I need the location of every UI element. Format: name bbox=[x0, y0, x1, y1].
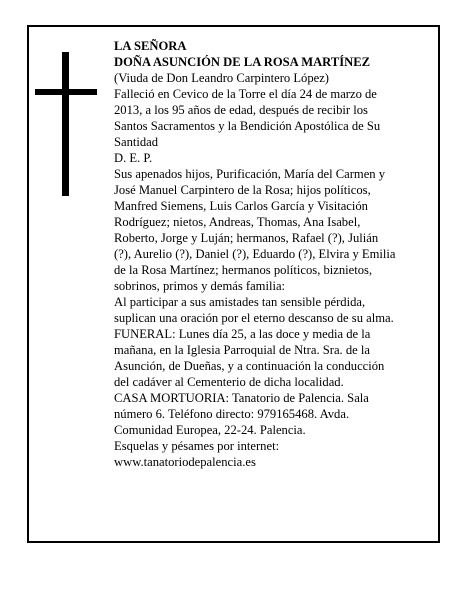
mortuary-line: número 6. Teléfono directo: 979165468. Avda. bbox=[114, 407, 350, 421]
obituary-text bbox=[114, 38, 414, 470]
death-line: Falleció en Cevico de la Torre el día 24 de marzo de bbox=[114, 87, 377, 101]
death-line: 2013, a los 95 años de edad, después de recibir los bbox=[114, 103, 368, 117]
prayer-line: Al participar a sus amistades tan sensible pérdida, bbox=[114, 295, 366, 309]
heading-title: LA SEÑORA bbox=[114, 39, 187, 53]
death-line: Santidad bbox=[114, 135, 159, 149]
cross-icon bbox=[35, 52, 97, 196]
mortuary-line: CASA MORTUORIA: Tanatorio de Palencia. Sala bbox=[114, 391, 369, 405]
mortuary-line: Comunidad Europea, 22-24. Palencia. bbox=[114, 423, 306, 437]
cross-vertical-bar bbox=[62, 52, 69, 196]
death-line: Santos Sacramentos y la Bendición Apostólica de Su bbox=[114, 119, 381, 133]
deceased-name: DOÑA ASUNCIÓN DE LA ROSA MARTÍNEZ bbox=[114, 55, 371, 69]
family-line: José Manuel Carpintero de la Rosa; hijos políticos, bbox=[114, 183, 371, 197]
funeral-line: mañana, en la Iglesia Parroquial de Ntra. Sra. de la bbox=[114, 343, 370, 357]
funeral-line: Asunción, de Dueñas, y a continuación la conducción bbox=[114, 359, 385, 373]
family-line: Manfred Siemens, Luis Carlos García y Visitación bbox=[114, 199, 368, 213]
family-line: Sus apenados hijos, Purificación, María del Carmen y bbox=[114, 167, 386, 181]
rip-line: D. E. P. bbox=[114, 151, 153, 165]
cross-horizontal-bar bbox=[35, 89, 97, 95]
website-link[interactable]: www.tanatoriodepalencia.es bbox=[114, 455, 256, 469]
funeral-line: FUNERAL: Lunes día 25, a las doce y media de la bbox=[114, 327, 371, 341]
family-line: sobrinos, primos y demás familia: bbox=[114, 279, 286, 293]
widow-note: (Viuda de Don Leandro Carpintero López) bbox=[114, 71, 330, 85]
family-line: de la Rosa Martínez; hermanos políticos, biznietos, bbox=[114, 263, 373, 277]
funeral-line: del cadáver al Cementerio de dicha localidad. bbox=[114, 375, 344, 389]
family-line: (?), Aurelio (?), Daniel (?), Eduardo (?), Elvira y Emilia bbox=[114, 247, 396, 261]
family-line: Rodríguez; nietos, Andreas, Thomas, Ana Isabel, bbox=[114, 215, 361, 229]
family-line: Roberto, Jorge y Luján; hermanos, Rafael (?), Julián bbox=[114, 231, 379, 245]
internet-line: Esquelas y pésames por internet: bbox=[114, 439, 280, 453]
prayer-line: suplican una oración por el eterno descanso de su alma. bbox=[114, 311, 394, 325]
